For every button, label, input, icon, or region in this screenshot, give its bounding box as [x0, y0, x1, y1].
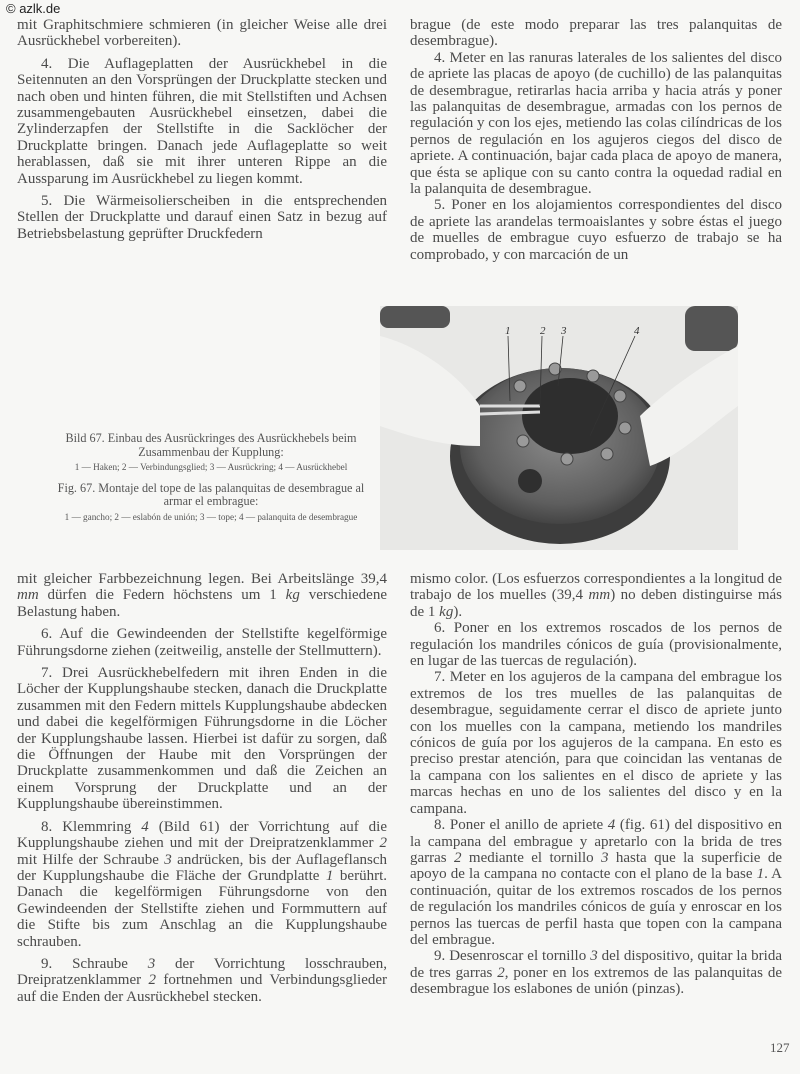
paragraph: brague (de este modo preparar las tres palanquitas de desembrague).: [410, 17, 782, 50]
paragraph: 4. Meter en las ranuras laterales de los salientes del disco de apriete las placas de apoyo (de cuchillo) de las palanquitas de desembrague, retirarlas hacia arriba y hacia atrás y poner las palanquitas de desembrague, armadas con los pernos de regulación y con los ejes, metiendo las colas cilíndricas de los pernos de regulación en los agujeros ciegos del disco de apriete. A continuación, bajar cada placa de apoyo de manera, que ésta se aplique con su canto contra la oquedad radial en la palanquita de desembrague.: [410, 49, 782, 198]
paragraph: 6. Poner en los extremos roscados de los pernos de regulación los mandriles cónicos de guía (provisionalmente, en lugar de las tuercas de regulación).: [410, 620, 782, 670]
sleeve-right: [685, 306, 738, 351]
spanish-text-top: [410, 17, 782, 263]
sleeve-left: [380, 306, 450, 328]
paragraph: mismo color. (Los esfuerzos correspondientes a la longitud de trabajo de los muelles (39,4 mm) no deben distinguirse más de 1 kg).: [410, 571, 782, 620]
paragraph: 9. Schraube 3 der Vorrichtung losschrauben, Dreipratzenklammer 2 fortnehmen und Verbindungsglieder auf die Enden der Ausrückhebel stecken.: [17, 955, 388, 1005]
paragraph: 4. Die Auflageplatten der Ausrückhebel in die Seitennuten an den Vorsprüngen der Druckplatte stecken und nach oben und hinten führen, die mit Stellstiften und Achsen zusammengebauten Ausrückhebel einsetzen, dabei die Zylinderzapfen der Stellstifte in die Sacklöcher der Druckplatte bringen. Danach jede Auflageplatte so weit herablassen, daß sie mit ihrer unteren Rippe an die Aussparung im Ausrückhebel zu liegen kommt.: [17, 55, 387, 187]
callout-1: 1: [505, 325, 511, 337]
callout-4: 4: [634, 325, 640, 337]
paragraph: 8. Klemmring 4 (Bild 61) der Vorrichtung auf die Kupplungshaube ziehen und mit der Dreipratzenklammer 2 mit Hilfe der Schraube 3 andrücken, bis der Auflageflansch der Kupplungshaube die Fläche der Grundplatte 1 berührt. Danach die kegelförmigen Führungsdorne von den Gewindeenden der Stellstifte ziehen und Formmuttern auf die Stifte bis zum Anschlag an die Kupplungshaube schrauben.: [17, 818, 388, 950]
german-text-top: [17, 17, 387, 242]
caption-title-es: Fig. 67. Montaje del tope de las palanquitas de desembrague al armar el embrague:: [57, 480, 365, 508]
caption-legend-es: 1 — gancho; 2 — eslabón de unión; 3 — tope; 4 — palanquita de desembrague: [64, 511, 358, 522]
page-number: 127: [770, 1040, 790, 1055]
watermark: © azlk.de: [6, 1, 61, 16]
figure-caption: [52, 432, 370, 522]
spanish-text-bottom: [410, 571, 782, 998]
paragraph: 7. Meter en los agujeros de la campana del embrague los extremos de los tres muelles de las palanquitas de desembrague, seguidamente cerrar el disco de apriete junto con los muelles con la campana, metiendo los mandriles cónicos de guía por los agujeros de la campana. En esto es preciso prestar atención, para que coincidan las ventanas de la campana con los salientes en el disco de apriete y las marcas hechas en uno de los salientes del disco y en la campana.: [410, 669, 782, 817]
center-bore: [522, 378, 618, 454]
paragraph: 5. Die Wärmeisolierscheiben in die entsprechenden Stellen der Druckplatte und darauf einen Satz in bezug auf Betriebsbelastung geprüfter Druckfedern: [17, 193, 387, 242]
housing-hole: [518, 469, 542, 493]
callout-3: 3: [561, 325, 567, 337]
paragraph: 7. Drei Ausrückhebelfedern mit ihren Enden in die Löcher der Kupplungshaube stecken, danach die Druckplatte zusammen mit den Federn mittels Kupplungshaube abdecken und dabei die kegelförmigen Führungsdorne in die Löcher der Kupplungshaube lassen. Hierbei ist dafür zu sorgen, daß die Öffnungen der Haube mit den Vorsprüngen der Druckplatte zusammenkommen und daß die Zeichen an einem Vorsprung der Druckplatte und an der Kupplungshaube übereinstimmen.: [17, 665, 387, 813]
paragraph: 9. Desenroscar el tornillo 3 del dispositivo, quitar la brida de tres garras 2, poner en los extremos de las palanquitas de desembrague los eslabones de unión (pinzas).: [410, 948, 782, 998]
paragraph: 6. Auf die Gewindeenden der Stellstifte kegelförmige Führungsdorne ziehen (zeitweilig, anstelle der Stellmuttern).: [17, 626, 387, 659]
caption-legend-de: 1 — Haken; 2 — Verbindungsglied; 3 — Ausrückring; 4 — Ausrückhebel: [74, 462, 348, 472]
paragraph: mit Graphitschmiere schmieren (in gleicher Weise alle drei Ausrückhebel vorbereiten).: [17, 17, 387, 50]
paragraph: 8. Poner el anillo de apriete 4 (fig. 61) del dispositivo en la campana del embrague y apretarlo con la brida de tres garras 2 mediante el tornillo 3 hasta que la superficie de apoyo de la campana no contacte con el plano de la base 1. A continuación, quitar de los extremos roscados de los pernos de regulación los mandriles cónicos de guía y enroscar en los pernos las tuercas de perfil hasta que topen con la campana del embrague.: [410, 817, 782, 948]
clutch-photo-drawing: [380, 306, 738, 550]
german-text-bottom: [17, 571, 387, 1005]
clutch-assembly-photo: [380, 306, 738, 550]
paragraph: 5. Poner en los alojamientos correspondientes del disco de apriete las arandelas termoaislantes y sobre éstas el juego de muelles de embrague cuyo esfuerzo de trabajo se ha comprobado, y con marcación de un: [410, 197, 782, 263]
paragraph: mit gleicher Farbbezeichnung legen. Bei Arbeitslänge 39,4 mm dürfen die Federn höchstens um 1 kg verschiedene Belastung haben.: [17, 571, 387, 620]
caption-title-de: Bild 67. Einbau des Ausrückringes des Ausrückhebels beim Zusammenbau der Kupplung:: [65, 431, 357, 459]
callout-2: 2: [540, 325, 546, 337]
